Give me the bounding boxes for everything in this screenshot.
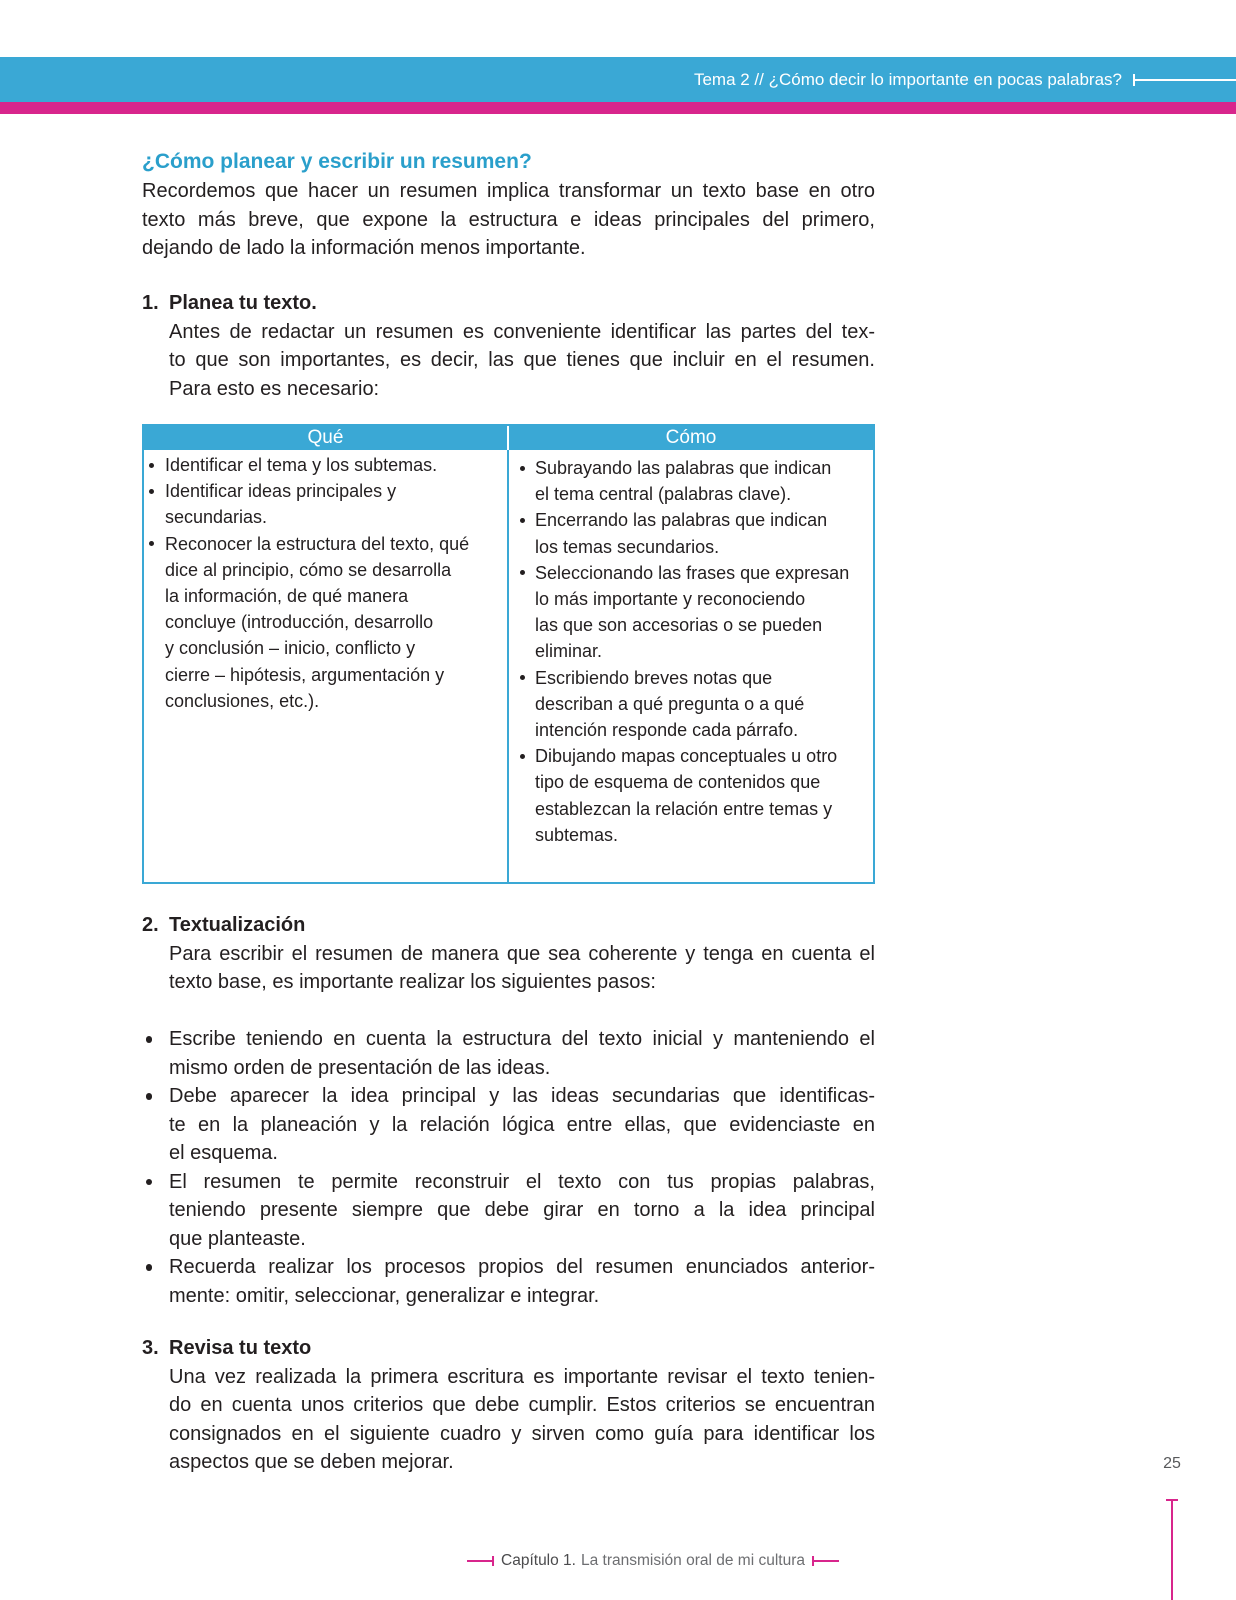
text-line: Debe aparecer la idea principal y las ideas secundarias que identificas-: [169, 1085, 875, 1107]
bullet-marker: [520, 518, 525, 523]
bullet-marker: [149, 541, 154, 546]
text-line: dejando de lado la información menos importante.: [142, 237, 586, 259]
section-title-row: [142, 1334, 875, 1363]
bullet-item: [144, 478, 507, 530]
section-paragraph: [169, 940, 875, 997]
bullet-item: [142, 1082, 875, 1168]
text-line: Escribiendo breves notas que: [535, 667, 773, 688]
footer-rule-right: [812, 1560, 839, 1562]
text-line: subtemas.: [535, 824, 619, 845]
table-header-divider: [507, 426, 509, 450]
text-line: concluye (introducción, desarrollo: [165, 612, 434, 633]
text-line: aspectos que se deben mejorar.: [169, 1451, 454, 1473]
bullet-marker: [149, 463, 154, 468]
bullet-list: [142, 1025, 875, 1310]
text-line: Encerrando las palabras que indican: [535, 510, 828, 531]
text-line: conclusiones, etc.).: [165, 690, 320, 711]
text-line: y conclusión – inicio, conflicto y: [165, 638, 416, 659]
text-line: el esquema.: [169, 1142, 278, 1164]
header-rule-tick: [1133, 74, 1135, 86]
section-review: [142, 1334, 875, 1477]
text-line: tipo de esquema de contenidos que: [535, 772, 821, 793]
bullet-item: [142, 1253, 875, 1310]
text-line: intención responde cada párrafo.: [535, 720, 799, 741]
text-line: Reconocer la estructura del texto, qué: [165, 533, 470, 554]
bullet-marker: [520, 675, 525, 680]
text-line: cierre – hipótesis, argumentación y: [165, 664, 445, 685]
bullet-marker: [146, 1264, 153, 1271]
text-line: te en la planeación y la relación lógica entre ellas, que evidenciaste en: [169, 1113, 875, 1136]
text-line: Identificar el tema y los subtemas.: [165, 455, 438, 475]
section-textualization: [142, 911, 875, 1310]
bullet-item: [509, 743, 873, 848]
intro-paragraph: [142, 177, 875, 263]
bullet-item: [142, 1025, 875, 1082]
text-line: Dibujando mapas conceptuales u otro: [535, 746, 838, 767]
text-line: Subrayando las palabras que indican: [535, 458, 832, 478]
text-line: Seleccionando las frases que expresan: [535, 562, 850, 583]
side-rule: [1171, 1499, 1173, 1600]
text-line: describan a qué pregunta o a qué: [535, 693, 805, 714]
bullet-item: [144, 452, 507, 478]
bullet-marker: [520, 754, 525, 759]
bullet-item: [509, 507, 873, 559]
section-title-row: [142, 911, 875, 940]
text-line: Una vez realizada la primera escritura es importante revisar el texto tenien-: [169, 1365, 875, 1388]
section-title: Planea tu texto.: [169, 292, 317, 314]
header-rule: [1133, 79, 1236, 81]
text-line: texto más breve, que expone la estructura e ideas principales del primero,: [142, 208, 875, 231]
text-line: consignados en el siguiente cuadro y sirven como guía para identificar los: [169, 1422, 875, 1445]
footer: [467, 1551, 839, 1571]
text-line: secundarias.: [165, 507, 268, 528]
spacer: [142, 997, 875, 1026]
footer-chapter-title: La transmisión oral de mi cultura: [580, 1552, 805, 1569]
section-number: 2.: [142, 914, 159, 936]
text-line: to que son importantes, es decir, las que tienes que incluir en el resumen.: [169, 349, 875, 371]
section-paragraph: [169, 1363, 875, 1477]
text-line: dice al principio, cómo se desarrolla: [165, 559, 452, 580]
text-line: texto base, es importante realizar los siguientes pasos:: [169, 971, 656, 993]
text-line: mente: omitir, seleccionar, generalizar e integrar.: [169, 1284, 600, 1307]
bullet-marker: [520, 570, 525, 575]
header-accent-stripe: [0, 102, 1236, 114]
bullet-item: [144, 531, 507, 714]
bullet-marker: [146, 1179, 153, 1186]
text-line: Identificar ideas principales y: [165, 481, 397, 502]
bullet-marker: [146, 1093, 153, 1100]
text-line: teniendo presente siempre que debe girar en torno a la idea principal: [169, 1199, 875, 1221]
text-line: establezcan la relación entre temas y: [535, 798, 833, 819]
text-line: Para escribir el resumen de manera que sea coherente y tenga en cuenta el: [169, 942, 875, 965]
text-line: las que son accesorias o se pueden: [535, 615, 823, 636]
text-line: los temas secundarios.: [535, 536, 720, 557]
bullet-marker: [520, 466, 525, 471]
table-header-how: Cómo: [509, 426, 873, 450]
text-line: Para esto es necesario:: [169, 377, 380, 400]
footer-chapter-number: Capítulo 1.: [501, 1552, 576, 1569]
text-line: Escribe teniendo en cuenta la estructura del texto inicial y manteniendo el: [169, 1028, 875, 1050]
bullet-item: [142, 1168, 875, 1254]
text-line: El resumen te permite reconstruir el texto con tus propias palabras,: [169, 1170, 875, 1193]
section-title: Revisa tu texto: [169, 1337, 312, 1359]
table-column-what: [144, 450, 507, 714]
text-line: lo más importante y reconociendo: [535, 589, 806, 610]
section-title: Textualización: [169, 914, 306, 936]
section-heading: ¿Cómo planear y escribir un resumen?: [142, 150, 532, 173]
section-plan: [142, 289, 875, 403]
text-line: Recuerda realizar los procesos propios del resumen enunciados anterior-: [169, 1256, 875, 1278]
bullet-item: [509, 560, 873, 665]
text-line: la información, de qué manera: [165, 586, 409, 607]
page-number: 25: [1163, 1455, 1181, 1472]
text-line: Recordemos que hacer un resumen implica transformar un texto base en otro: [142, 180, 875, 202]
text-line: do en cuenta unos criterios que debe cumplir. Estos criterios se encuentran: [169, 1394, 875, 1416]
section-number: 3.: [142, 1337, 159, 1359]
bullet-marker: [146, 1036, 153, 1043]
section-title-row: [142, 289, 875, 318]
bullet-marker: [149, 489, 154, 494]
section-paragraph: [169, 318, 875, 404]
text-line: mismo orden de presentación de las ideas.: [169, 1056, 551, 1079]
text-line: eliminar.: [535, 641, 603, 662]
table-header-what: Qué: [144, 426, 507, 450]
table-column-divider: [507, 450, 509, 882]
footer-rule-left: [467, 1560, 494, 1562]
text-line: Antes de redactar un resumen es conveniente identificar las partes del tex-: [169, 320, 875, 343]
table-column-how: [509, 450, 873, 848]
text-line: el tema central (palabras clave).: [535, 484, 792, 505]
what-how-table: [142, 424, 875, 884]
text-line: que planteaste.: [169, 1227, 306, 1250]
bullet-item: [509, 455, 873, 507]
header-topic-title: Tema 2 // ¿Cómo decir lo importante en pocas palabras?: [693, 70, 1122, 89]
section-number: 1.: [142, 292, 159, 314]
bullet-item: [509, 665, 873, 744]
